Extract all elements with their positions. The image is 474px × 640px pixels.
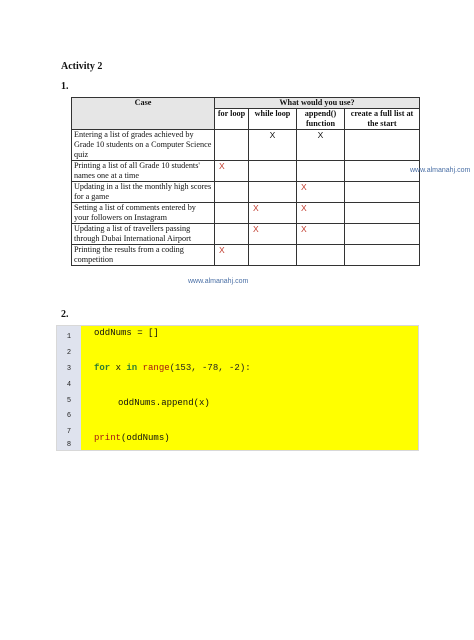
answer-cell: X (297, 224, 345, 245)
code-line-5: oddNums.append(x) (118, 398, 210, 408)
line-number: 4 (66, 381, 72, 389)
line-number: 8 (66, 441, 72, 449)
loop-variable: x (110, 363, 127, 373)
answer-cell (345, 161, 420, 182)
case-description: Setting a list of comments entered by your followers on Instagram (72, 203, 215, 224)
activity-title: Activity 2 (61, 61, 103, 72)
line-number: 2 (66, 349, 72, 357)
answer-cell: X (249, 203, 297, 224)
case-column-header: Case (72, 98, 215, 130)
answer-cell (215, 182, 249, 203)
table-header-row (72, 98, 420, 109)
answer-cell (345, 203, 420, 224)
watermark-center: www.almanahj.com (188, 278, 249, 285)
answer-cell: X (297, 182, 345, 203)
col-header-append: append() function (297, 109, 345, 130)
table-row (72, 161, 420, 182)
line-number-gutter (57, 326, 81, 450)
case-description: Entering a list of grades achieved by Grade 10 students on a Computer Science quiz (72, 130, 215, 161)
code-line-7 (94, 433, 170, 443)
question-1-number: 1. (61, 81, 69, 92)
col-header-full-list: create a full list at the start (345, 109, 420, 130)
answer-cell (215, 203, 249, 224)
answer-cell (345, 130, 420, 161)
loop-choice-table (71, 97, 420, 266)
answer-cell (297, 245, 345, 266)
line-number: 3 (66, 365, 72, 373)
print-arguments: (oddNums) (121, 433, 170, 443)
col-header-while-loop: while loop (249, 109, 297, 130)
table-row (72, 130, 420, 161)
keyword-in: in (126, 363, 138, 373)
answer-cell (297, 161, 345, 182)
case-description: Updating in a list the monthly high scores for a game (72, 182, 215, 203)
answer-cell (345, 245, 420, 266)
answer-cell (345, 224, 420, 245)
table-row (72, 182, 420, 203)
answer-cell (215, 130, 249, 161)
table-row (72, 203, 420, 224)
answer-cell (249, 161, 297, 182)
case-description: Printing the results from a coding competition (72, 245, 215, 266)
answer-cell (249, 245, 297, 266)
answer-cell (215, 224, 249, 245)
answer-cell (249, 182, 297, 203)
answer-cell: X (249, 224, 297, 245)
line-number: 6 (66, 412, 72, 420)
line-number: 1 (66, 333, 72, 341)
answer-cell: X (215, 161, 249, 182)
what-would-you-use-header: What would you use? (215, 98, 420, 109)
code-block (56, 325, 419, 451)
keyword-for: for (94, 363, 111, 373)
answer-cell: X (215, 245, 249, 266)
builtin-range: range (137, 363, 170, 373)
range-arguments: (153, -78, -2): (169, 363, 251, 373)
builtin-print: print (94, 433, 122, 443)
case-description: Updating a list of travellers passing through Dubai International Airport (72, 224, 215, 245)
code-line-1: oddNums = [] (94, 328, 159, 338)
line-number: 5 (66, 397, 72, 405)
answer-cell (345, 182, 420, 203)
answer-cell: X (297, 203, 345, 224)
watermark-right: www.almanahj.com (410, 167, 471, 174)
case-description: Printing a list of all Grade 10 students' names one at a time (72, 161, 215, 182)
answer-cell: X (297, 130, 345, 161)
code-line-3 (94, 363, 251, 373)
col-header-for-loop: for loop (215, 109, 249, 130)
table-row (72, 224, 420, 245)
question-2-number: 2. (61, 309, 69, 320)
line-number: 7 (66, 428, 72, 436)
table-row (72, 245, 420, 266)
answer-cell: X (249, 130, 297, 161)
